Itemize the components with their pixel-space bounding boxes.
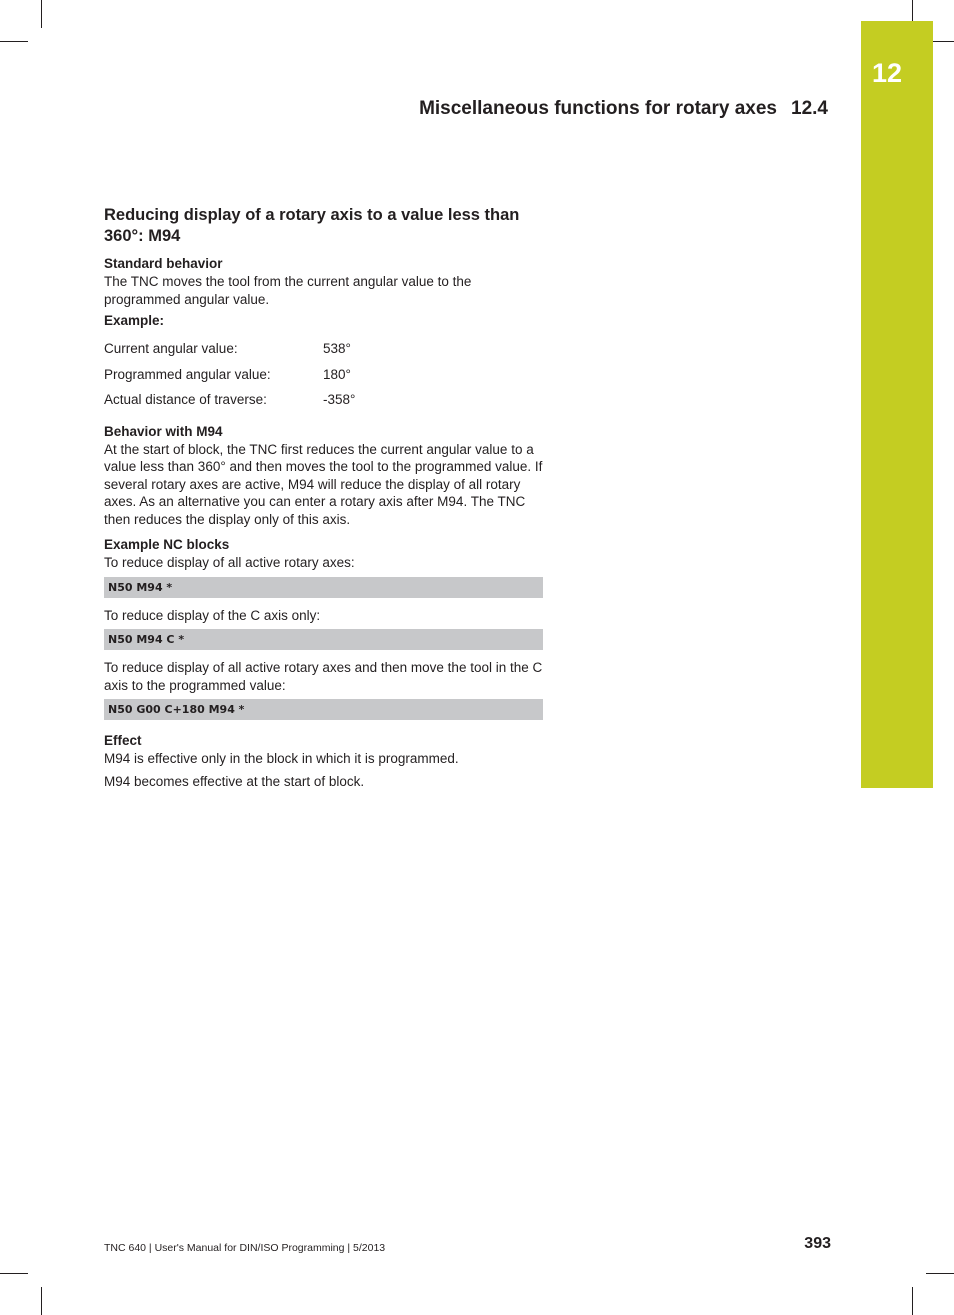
example-label: Actual distance of traverse: <box>104 392 267 407</box>
example-row <box>104 362 544 388</box>
footer-text: TNC 640 | User's Manual for DIN/ISO Programming | 5/2013 <box>104 1242 386 1254</box>
main-content <box>104 205 544 794</box>
effect-line: M94 is effective only in the block in which it is programmed. <box>104 751 459 766</box>
nc-block-intro: To reduce display of the C axis only: <box>104 607 321 623</box>
section-number: 12.4 <box>791 98 828 119</box>
effect-heading: Effect <box>104 733 142 748</box>
section-title: Miscellaneous functions for rotary axes <box>419 98 778 119</box>
chapter-tab <box>861 21 933 788</box>
effect-line: M94 becomes effective at the start of block. <box>104 773 365 789</box>
page-number: 393 <box>804 1235 831 1252</box>
nc-code-block: N50 G00 C+180 M94 * <box>104 699 543 720</box>
nc-code-block: N50 M94 C * <box>104 629 543 650</box>
crop-mark <box>0 1273 28 1274</box>
running-header <box>419 98 828 120</box>
example-value: -358° <box>323 392 356 407</box>
example-value: 180° <box>323 366 351 382</box>
nc-block-intro: To reduce display of all active rotary axes: <box>104 555 355 570</box>
crop-mark <box>926 1273 954 1274</box>
example-row <box>104 387 544 413</box>
example-value: 538° <box>323 341 351 356</box>
nc-block-intro: To reduce display of all active rotary axes and then move the tool in the C axis to the programmed value: <box>104 660 543 693</box>
example-heading: Example: <box>104 313 165 328</box>
nc-code-block: N50 M94 * <box>104 577 543 598</box>
behavior-m94-text: At the start of block, the TNC first reduces the current angular value to a value less than 360° and then moves the tool to the programmed value. If several rotary axes are active, M94 will reduce the display of all rotary axes. As an alternative you can enter a rotary axis after M94. The TNC then reduces the display only of this axis. <box>104 441 543 527</box>
page-heading: Reducing display of a rotary axis to a value less than 360°: M94 <box>104 206 520 245</box>
example-label: Programmed angular value: <box>104 366 271 382</box>
crop-mark <box>912 1287 913 1315</box>
crop-mark <box>0 41 28 42</box>
crop-mark <box>41 0 42 28</box>
example-label: Current angular value: <box>104 341 238 356</box>
example-row <box>104 336 544 362</box>
chapter-number: 12 <box>871 58 903 88</box>
standard-behavior-text: The TNC moves the tool from the current angular value to the programmed angular value. <box>104 274 472 307</box>
standard-behavior-heading: Standard behavior <box>104 256 223 271</box>
crop-mark <box>41 1287 42 1315</box>
example-table <box>104 336 544 413</box>
nc-blocks-heading: Example NC blocks <box>104 537 230 552</box>
behavior-m94-heading: Behavior with M94 <box>104 423 223 439</box>
